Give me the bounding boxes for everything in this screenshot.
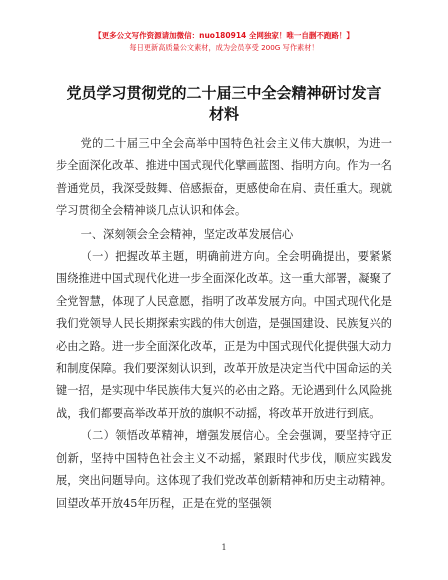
document-body	[56, 133, 392, 515]
promo-banner	[0, 30, 448, 54]
promo-banner-line-1: 【更多公文写作资源请加微信：nuo180914 全网独家！唯一自删不跑路！】	[94, 31, 354, 40]
body-paragraph-1: （一）把握改革主题，明确前进方向。全会明确提出，要紧紧围绕推进中国式现代化进一步全面深化改革。这一重大部署，凝聚了全党智慧，体现了人民意愿，指明了改革发展方向。中国式现代化是我们党领导人民长期探索实践的伟大创造，是强国建设、民族复兴的必由之路。进一步全面深化改革，正是为中国式现代化提供强大动力和制度保障。我们要深刻认识到，改革开放是决定当代中国命运的关键一招，是实现中华民族伟大复兴的必由之路。无论遇到什么风险挑战，我们都要高举改革开放的旗帜不动摇，将改革开放进行到底。	[56, 250, 392, 420]
promo-banner-line-2: 每日更新高质量公文素材，成为会员享受 200G 写作素材！	[129, 43, 319, 52]
intro-paragraph: 党的二十届三中全会高举中国特色社会主义伟大旗帜，为进一步全面深化改革、推进中国式现代化擘画蓝图、指明方向。作为一名普通党员，我深受鼓舞、倍感振奋，更感使命在肩、责任重大。现就学习贯彻全会精神谈几点认识和体会。	[56, 137, 392, 218]
body-paragraph-2: （二）领悟改革精神，增强发展信心。全会强调，要坚持守正创新，坚持中国特色社会主义不动摇，紧跟时代步伐，顺应实践发展，突出问题导向。这体现了我们党改革创新精神和历史主动精神。回望改革开放45年历程，正是在党的坚强领	[56, 429, 392, 510]
section-heading: 一、深刻领会全会精神，坚定改革发展信心	[80, 227, 294, 241]
document-title: 党员学习贯彻党的二十届三中全会精神研讨发言材料	[66, 84, 382, 123]
page-number: 1	[221, 543, 227, 552]
